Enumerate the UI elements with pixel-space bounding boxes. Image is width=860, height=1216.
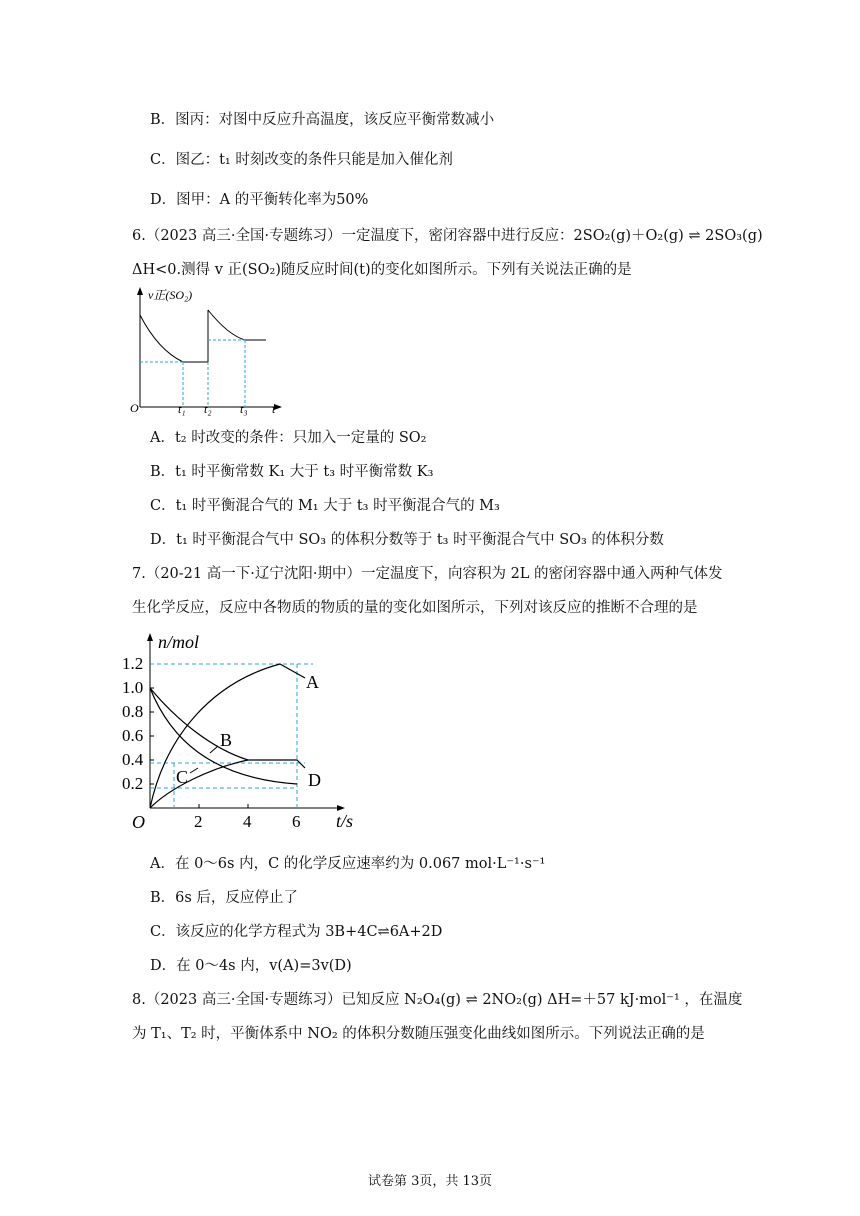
q7-option-c: C．该反应的化学方程式为 3B+4C⇌6A+2D [150, 924, 443, 940]
q6-option-c: C．t₁ 时平衡混合气的 M₁ 大于 t₃ 时平衡混合气的 M₃ [150, 498, 500, 514]
q5-option-d: D．图甲：A 的平衡转化率为50% [150, 192, 369, 208]
q7-origin: O [132, 812, 145, 832]
q6-stem-line1: 6.（2023 高三·全国·专题练习）一定温度下，密闭容器中进行反应：2SO₂(g)＋O₂(g) ⇌ 2SO₃(g) [132, 228, 763, 244]
q7-label-b: B [220, 730, 233, 750]
q7-label-a: A [306, 672, 319, 692]
q7-option-d: D．在 0～4s 内，v(A)=3v(D) [150, 958, 352, 974]
q6-xlabel: t [272, 402, 276, 416]
q6-option-d: D．t₁ 时平衡混合气中 SO₃ 的体积分数等于 t₃ 时平衡混合气中 SO₃ 的体积分数 [150, 532, 664, 548]
q5-option-c: C．图乙：t₁ 时刻改变的条件只能是加入催化剂 [150, 152, 453, 168]
q7-label-d: D [308, 770, 321, 790]
q6-tick-t2: t₂ [204, 402, 212, 416]
q8-stem-line2: 为 T₁、T₂ 时，平衡体系中 NO₂ 的体积分数随压强变化曲线如图所示。下列说法正确的是 [132, 1026, 705, 1042]
q7-curve-c [150, 760, 248, 808]
q6-ylabel: v正(SO₂) [148, 288, 193, 302]
page-footer: 试卷第 3页，共 13页 [367, 1174, 493, 1189]
q7-figure [122, 628, 370, 838]
q6-tick-t1: t₁ [178, 402, 186, 416]
q7-ytick-0-6: 0.6 [122, 726, 144, 745]
q8-stem-line1: 8.（2023 高三·全国·专题练习）已知反应 N₂O₄(g) ⇌ 2NO₂(g) ΔH=＋57 kJ·mol⁻¹ ，在温度 [132, 992, 743, 1008]
q7-xlabel: t/s [336, 811, 354, 831]
q7-xtick-2: 2 [194, 812, 203, 831]
q6-stem-line2: ΔH<0.测得 v 正(SO₂)随反应时间(t)的变化如图所示。下列有关说法正确的是 [132, 262, 632, 278]
q7-xtick-6: 6 [292, 812, 301, 831]
q7-ytick-0-8: 0.8 [122, 702, 144, 721]
q7-ylabel: n/mol [158, 632, 200, 652]
q7-ytick-1-2: 1.2 [122, 654, 144, 673]
q7-option-b: B．6s 后，反应停止了 [150, 890, 298, 906]
q6-option-a: A．t₂ 时改变的条件：只加入一定量的 SO₂ [150, 430, 427, 446]
q7-ytick-0-2: 0.2 [122, 774, 144, 793]
q5-option-b: B．图丙：对图中反应升高温度，该反应平衡常数减小 [150, 112, 495, 128]
q7-option-a: A．在 0～6s 内，C 的化学反应速率约为 0.067 mol·L⁻¹·s⁻¹ [150, 856, 546, 872]
q7-label-c: C [176, 767, 189, 787]
q6-origin: O [130, 401, 139, 415]
q6-tick-t3: t₃ [240, 402, 248, 416]
q7-ytick-0-4: 0.4 [122, 750, 144, 769]
q7-stem-line2: 生化学反应，反应中各物质的物质的量的变化如图所示，下列对该反应的推断不合理的是 [132, 600, 698, 616]
q6-figure [128, 285, 298, 420]
q7-ytick-1-0: 1.0 [122, 678, 144, 697]
q7-xtick-4: 4 [243, 812, 252, 831]
q7-stem-line1: 7.（20-21 高一下·辽宁沈阳·期中）一定温度下，向容积为 2L 的密闭容器中通入两种气体发 [132, 566, 723, 582]
q6-option-b: B．t₁ 时平衡常数 K₁ 大于 t₃ 时平衡常数 K₃ [150, 464, 434, 480]
